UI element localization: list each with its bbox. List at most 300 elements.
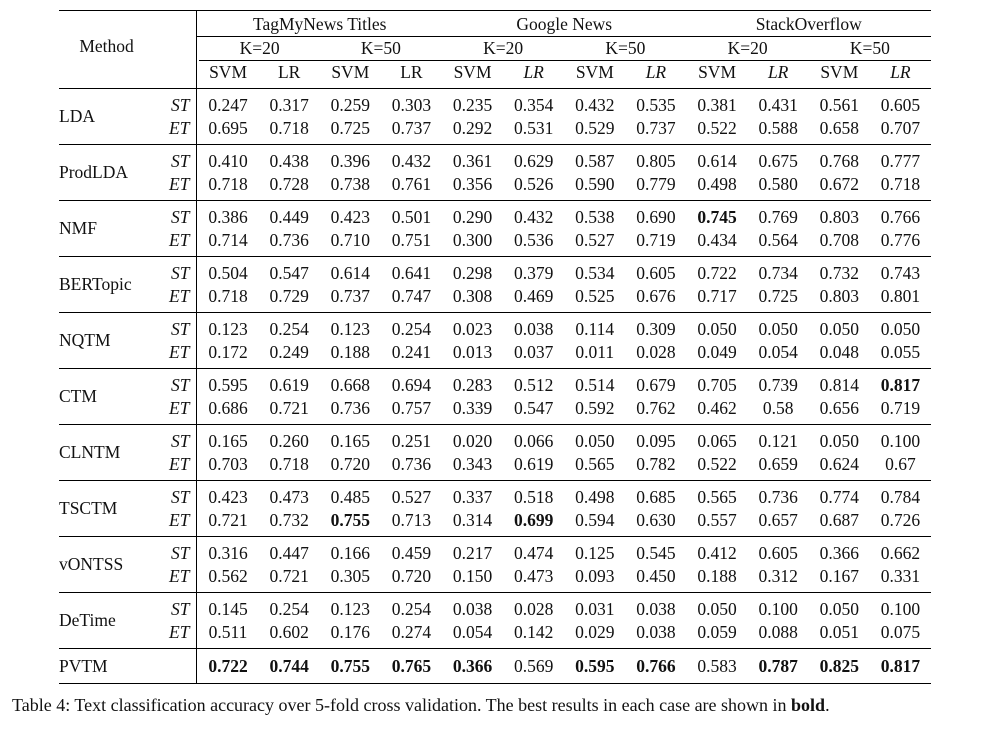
value-cell: 0.527 [381, 481, 442, 510]
table-row [59, 537, 931, 566]
row-type-label: ST [154, 481, 197, 510]
table-row [59, 257, 931, 286]
value-cell: 0.668 [320, 369, 381, 398]
value-cell: 0.434 [697, 230, 737, 250]
value-cell: 0.736 [330, 398, 370, 418]
value-cell: 0.254 [381, 593, 442, 622]
value-cell: 0.314 [452, 510, 493, 530]
value-cell: 0.251 [381, 425, 442, 454]
value-cell: 0.023 [442, 313, 503, 342]
value-cell: 0.722 [197, 649, 259, 684]
value-cell: 0.755 [330, 510, 370, 530]
value-cell: 0.562 [197, 565, 259, 593]
value-cell: 0.595 [197, 369, 259, 398]
method-name: PVTM [59, 649, 154, 684]
value-cell: 0.473 [259, 481, 320, 510]
value-cell: 0.619 [513, 454, 554, 474]
method-name: BERTopic [59, 257, 154, 313]
row-type-label: ET [169, 510, 190, 530]
classifier-header-2: SVM [331, 62, 370, 82]
value-cell: 0.745 [686, 201, 747, 230]
value-cell: 0.188 [697, 566, 737, 586]
value-cell: 0.703 [197, 453, 259, 481]
value-cell: 0.011 [575, 342, 615, 362]
value-cell: 0.511 [197, 621, 259, 649]
value-cell: 0.305 [330, 566, 370, 586]
value-cell: 0.100 [870, 593, 931, 622]
value-cell: 0.531 [513, 118, 554, 138]
value-cell: 0.518 [503, 481, 564, 510]
table-row [59, 201, 931, 230]
value-cell: 0.176 [330, 622, 370, 642]
value-cell: 0.588 [758, 118, 798, 138]
table-row [59, 481, 931, 510]
value-cell: 0.605 [870, 89, 931, 118]
value-cell: 0.690 [625, 201, 686, 230]
value-cell: 0.450 [636, 566, 676, 586]
row-type-label: ET [169, 622, 190, 642]
value-cell: 0.545 [625, 537, 686, 566]
value-cell: 0.114 [564, 313, 625, 342]
value-cell: 0.065 [686, 425, 747, 454]
value-cell: 0.432 [381, 145, 442, 174]
value-cell: 0.498 [697, 174, 737, 194]
value-cell: 0.803 [809, 201, 870, 230]
type-header-spacer [154, 11, 197, 89]
value-cell: 0.641 [381, 257, 442, 286]
value-cell: 0.747 [391, 286, 432, 306]
table-row [59, 397, 931, 425]
table-row [59, 621, 931, 649]
value-cell: 0.734 [748, 257, 809, 286]
value-cell: 0.188 [330, 342, 370, 362]
classifier-header-8: SVM [698, 62, 737, 82]
value-cell: 0.501 [381, 201, 442, 230]
value-cell: 0.705 [686, 369, 747, 398]
value-cell: 0.449 [259, 201, 320, 230]
value-cell: 0.587 [564, 145, 625, 174]
value-cell: 0.721 [269, 566, 309, 586]
value-cell: 0.166 [320, 537, 381, 566]
value-cell: 0.316 [197, 537, 259, 566]
value-cell: 0.100 [748, 593, 809, 622]
table-row [59, 89, 931, 118]
value-cell: 0.695 [197, 117, 259, 145]
value-cell: 0.339 [452, 398, 493, 418]
classifier-header-6: SVM [575, 62, 614, 82]
value-cell: 0.100 [870, 425, 931, 454]
value-cell: 0.167 [819, 566, 859, 586]
value-cell: 0.805 [625, 145, 686, 174]
value-cell: 0.050 [809, 593, 870, 622]
table-row [59, 453, 931, 481]
value-cell: 0.732 [269, 510, 309, 530]
value-cell: 0.054 [452, 622, 493, 642]
classifier-header-10: SVM [820, 62, 859, 82]
value-cell: 0.614 [686, 145, 747, 174]
value-cell: 0.656 [819, 398, 859, 418]
value-cell: 0.343 [452, 454, 493, 474]
value-cell: 0.726 [880, 510, 921, 530]
dataset-header-2: StackOverflow [686, 11, 931, 38]
row-type-label: ET [169, 398, 190, 418]
value-cell: 0.050 [748, 313, 809, 342]
value-cell: 0.396 [320, 145, 381, 174]
value-cell: 0.679 [625, 369, 686, 398]
value-cell: 0.536 [513, 230, 554, 250]
value-cell: 0.801 [880, 286, 921, 306]
value-cell: 0.432 [503, 201, 564, 230]
table-row [59, 369, 931, 398]
value-cell: 0.298 [442, 257, 503, 286]
value-cell: 0.066 [503, 425, 564, 454]
row-type-label: ET [169, 118, 190, 138]
results-table [59, 10, 931, 684]
value-cell: 0.725 [758, 286, 798, 306]
row-type-label: ST [154, 201, 197, 230]
value-cell: 0.050 [564, 425, 625, 454]
value-cell: 0.736 [269, 230, 309, 250]
value-cell: 0.736 [748, 481, 809, 510]
value-cell: 0.317 [259, 89, 320, 118]
value-cell: 0.038 [636, 622, 676, 642]
row-type-label: ET [169, 454, 190, 474]
value-cell: 0.462 [697, 398, 737, 418]
value-cell: 0.050 [686, 313, 747, 342]
value-cell: 0.254 [259, 313, 320, 342]
value-cell: 0.438 [259, 145, 320, 174]
value-cell: 0.761 [391, 174, 432, 194]
value-cell: 0.594 [575, 510, 615, 530]
caption-text: Table 4: Text classification accuracy over 5-fold cross validation. The best results in each case are shown in [12, 695, 792, 715]
value-cell: 0.525 [575, 286, 615, 306]
value-cell: 0.737 [636, 118, 676, 138]
value-cell: 0.538 [564, 201, 625, 230]
table-row [59, 285, 931, 313]
row-type-label: ST [154, 313, 197, 342]
value-cell: 0.514 [564, 369, 625, 398]
table-row [59, 229, 931, 257]
value-cell: 0.729 [269, 286, 309, 306]
value-cell: 0.776 [880, 230, 921, 250]
row-type-label: ST [154, 145, 197, 174]
value-cell: 0.303 [381, 89, 442, 118]
value-cell: 0.254 [259, 593, 320, 622]
dataset-header-1: Google News [442, 11, 687, 38]
table-row [59, 425, 931, 454]
row-type-label: ET [169, 174, 190, 194]
value-cell: 0.768 [809, 145, 870, 174]
value-cell: 0.738 [330, 174, 370, 194]
value-cell: 0.049 [697, 342, 737, 362]
value-cell: 0.707 [880, 118, 921, 138]
value-cell: 0.474 [503, 537, 564, 566]
value-cell: 0.485 [320, 481, 381, 510]
method-header-label: Method [79, 36, 134, 56]
value-cell: 0.331 [880, 566, 921, 586]
value-cell: 0.050 [809, 425, 870, 454]
method-name: LDA [59, 89, 154, 145]
value-cell: 0.547 [259, 257, 320, 286]
value-cell: 0.095 [625, 425, 686, 454]
value-cell: 0.547 [513, 398, 554, 418]
value-cell: 0.676 [636, 286, 676, 306]
value-cell: 0.048 [819, 342, 859, 362]
value-cell: 0.720 [330, 454, 370, 474]
classifier-header-7: LR [645, 62, 667, 82]
value-cell: 0.713 [391, 510, 432, 530]
value-cell: 0.274 [391, 622, 432, 642]
value-cell: 0.050 [809, 313, 870, 342]
k-header-0: K=20 [197, 37, 320, 61]
value-cell: 0.708 [819, 230, 859, 250]
value-cell: 0.744 [259, 649, 320, 684]
value-cell: 0.619 [259, 369, 320, 398]
classifier-header-3: LR [400, 62, 423, 82]
method-name: ProdLDA [59, 145, 154, 201]
value-cell: 0.757 [391, 398, 432, 418]
value-cell: 0.356 [452, 174, 493, 194]
value-cell: 0.055 [880, 342, 921, 362]
value-cell: 0.165 [320, 425, 381, 454]
value-cell: 0.766 [625, 649, 686, 684]
value-cell: 0.718 [269, 118, 309, 138]
value-cell: 0.028 [636, 342, 676, 362]
k-header-1: K=50 [320, 37, 442, 61]
row-type-label: ST [154, 257, 197, 286]
value-cell: 0.308 [452, 286, 493, 306]
value-cell: 0.038 [625, 593, 686, 622]
value-cell: 0.605 [748, 537, 809, 566]
value-cell: 0.423 [197, 481, 259, 510]
value-cell: 0.561 [809, 89, 870, 118]
value-cell: 0.657 [758, 510, 798, 530]
value-cell: 0.361 [442, 145, 503, 174]
value-cell: 0.029 [575, 622, 615, 642]
value-cell: 0.779 [636, 174, 676, 194]
k-header-5: K=50 [809, 37, 931, 61]
value-cell: 0.337 [442, 481, 503, 510]
value-cell: 0.431 [748, 89, 809, 118]
value-cell: 0.459 [381, 537, 442, 566]
value-cell: 0.145 [197, 593, 259, 622]
value-cell: 0.719 [636, 230, 676, 250]
value-cell: 0.718 [880, 174, 921, 194]
value-cell: 0.557 [697, 510, 737, 530]
value-cell: 0.526 [513, 174, 554, 194]
value-cell: 0.710 [330, 230, 370, 250]
value-cell: 0.672 [819, 174, 859, 194]
value-cell: 0.165 [197, 425, 259, 454]
value-cell: 0.728 [269, 174, 309, 194]
value-cell: 0.473 [513, 566, 554, 586]
value-cell: 0.534 [564, 257, 625, 286]
value-cell: 0.675 [748, 145, 809, 174]
value-cell: 0.718 [197, 173, 259, 201]
classifier-header-4: SVM [453, 62, 492, 82]
value-cell: 0.769 [748, 201, 809, 230]
value-cell: 0.123 [320, 593, 381, 622]
table-row [59, 145, 931, 174]
row-type-label: ET [169, 230, 190, 250]
value-cell: 0.592 [575, 398, 615, 418]
value-cell: 0.624 [819, 454, 859, 474]
value-cell: 0.050 [686, 593, 747, 622]
value-cell: 0.504 [197, 257, 259, 286]
row-type-spacer [154, 649, 197, 684]
value-cell: 0.751 [391, 230, 432, 250]
value-cell: 0.719 [880, 398, 921, 418]
value-cell: 0.386 [197, 201, 259, 230]
table-row-final [59, 649, 931, 684]
value-cell: 0.410 [197, 145, 259, 174]
value-cell: 0.300 [452, 230, 493, 250]
value-cell: 0.717 [697, 286, 737, 306]
results-table-container [59, 10, 931, 684]
value-cell: 0.721 [197, 509, 259, 537]
value-cell: 0.765 [381, 649, 442, 684]
value-cell: 0.743 [870, 257, 931, 286]
value-cell: 0.580 [758, 174, 798, 194]
value-cell: 0.766 [870, 201, 931, 230]
value-cell: 0.354 [503, 89, 564, 118]
value-cell: 0.755 [320, 649, 381, 684]
value-cell: 0.241 [391, 342, 432, 362]
value-cell: 0.312 [758, 566, 798, 586]
k-header-2: K=20 [442, 37, 564, 61]
value-cell: 0.58 [762, 398, 794, 418]
value-cell: 0.739 [748, 369, 809, 398]
classifier-header-9: LR [767, 62, 789, 82]
k-header-4: K=20 [686, 37, 808, 61]
method-name: vONTSS [59, 537, 154, 593]
method-name: TSCTM [59, 481, 154, 537]
value-cell: 0.123 [197, 313, 259, 342]
value-cell: 0.629 [503, 145, 564, 174]
method-name: NQTM [59, 313, 154, 369]
value-cell: 0.217 [442, 537, 503, 566]
caption-suffix: . [825, 695, 830, 715]
value-cell: 0.259 [320, 89, 381, 118]
value-cell: 0.614 [320, 257, 381, 286]
value-cell: 0.817 [870, 369, 931, 398]
value-cell: 0.125 [564, 537, 625, 566]
row-type-label: ST [154, 537, 197, 566]
value-cell: 0.050 [870, 313, 931, 342]
table-row [59, 593, 931, 622]
value-cell: 0.260 [259, 425, 320, 454]
dataset-header-0: TagMyNews Titles [197, 11, 442, 38]
value-cell: 0.522 [697, 118, 737, 138]
value-cell: 0.687 [819, 510, 859, 530]
table-row [59, 313, 931, 342]
value-cell: 0.590 [575, 174, 615, 194]
value-cell: 0.658 [819, 118, 859, 138]
value-cell: 0.512 [503, 369, 564, 398]
value-cell: 0.054 [758, 342, 798, 362]
caption-bold-word: bold [791, 695, 826, 715]
table-row [59, 565, 931, 593]
value-cell: 0.123 [320, 313, 381, 342]
value-cell: 0.093 [575, 566, 615, 586]
value-cell: 0.059 [697, 622, 737, 642]
value-cell: 0.283 [442, 369, 503, 398]
value-cell: 0.020 [442, 425, 503, 454]
value-cell: 0.038 [442, 593, 503, 622]
table-row [59, 173, 931, 201]
value-cell: 0.031 [564, 593, 625, 622]
classifier-header-0: SVM [197, 61, 259, 89]
value-cell: 0.432 [564, 89, 625, 118]
value-cell: 0.67 [885, 454, 916, 474]
value-cell: 0.569 [503, 649, 564, 684]
value-cell: 0.784 [870, 481, 931, 510]
value-cell: 0.814 [809, 369, 870, 398]
value-cell: 0.292 [452, 118, 493, 138]
method-header [59, 11, 154, 89]
value-cell: 0.013 [452, 342, 493, 362]
value-cell: 0.564 [758, 230, 798, 250]
value-cell: 0.722 [686, 257, 747, 286]
value-cell: 0.583 [686, 649, 747, 684]
row-type-label: ST [154, 89, 197, 118]
value-cell: 0.535 [625, 89, 686, 118]
value-cell: 0.817 [870, 649, 931, 684]
value-cell: 0.309 [625, 313, 686, 342]
value-cell: 0.379 [503, 257, 564, 286]
value-cell: 0.659 [758, 454, 798, 474]
value-cell: 0.774 [809, 481, 870, 510]
table-row [59, 509, 931, 537]
method-name: CLNTM [59, 425, 154, 481]
value-cell: 0.803 [819, 286, 859, 306]
k-header-3: K=50 [564, 37, 686, 61]
value-cell: 0.529 [575, 118, 615, 138]
table-caption [12, 695, 987, 716]
value-cell: 0.714 [197, 229, 259, 257]
value-cell: 0.565 [686, 481, 747, 510]
value-cell: 0.247 [197, 89, 259, 118]
value-cell: 0.469 [513, 286, 554, 306]
value-cell: 0.290 [442, 201, 503, 230]
value-cell: 0.249 [269, 342, 309, 362]
value-cell: 0.028 [503, 593, 564, 622]
row-type-label: ST [154, 369, 197, 398]
method-name: DeTime [59, 593, 154, 649]
row-type-label: ET [169, 566, 190, 586]
value-cell: 0.720 [391, 566, 432, 586]
method-name: CTM [59, 369, 154, 425]
value-cell: 0.782 [636, 454, 676, 474]
value-cell: 0.423 [320, 201, 381, 230]
method-name: NMF [59, 201, 154, 257]
value-cell: 0.447 [259, 537, 320, 566]
value-cell: 0.732 [809, 257, 870, 286]
value-cell: 0.051 [819, 622, 859, 642]
classifier-header-5: LR [523, 62, 544, 82]
value-cell: 0.685 [625, 481, 686, 510]
row-type-label: ST [154, 425, 197, 454]
value-cell: 0.498 [564, 481, 625, 510]
value-cell: 0.088 [758, 622, 798, 642]
value-cell: 0.366 [809, 537, 870, 566]
value-cell: 0.718 [269, 454, 309, 474]
value-cell: 0.699 [513, 510, 554, 530]
value-cell: 0.038 [503, 313, 564, 342]
value-cell: 0.381 [686, 89, 747, 118]
value-cell: 0.121 [748, 425, 809, 454]
value-cell: 0.142 [513, 622, 554, 642]
